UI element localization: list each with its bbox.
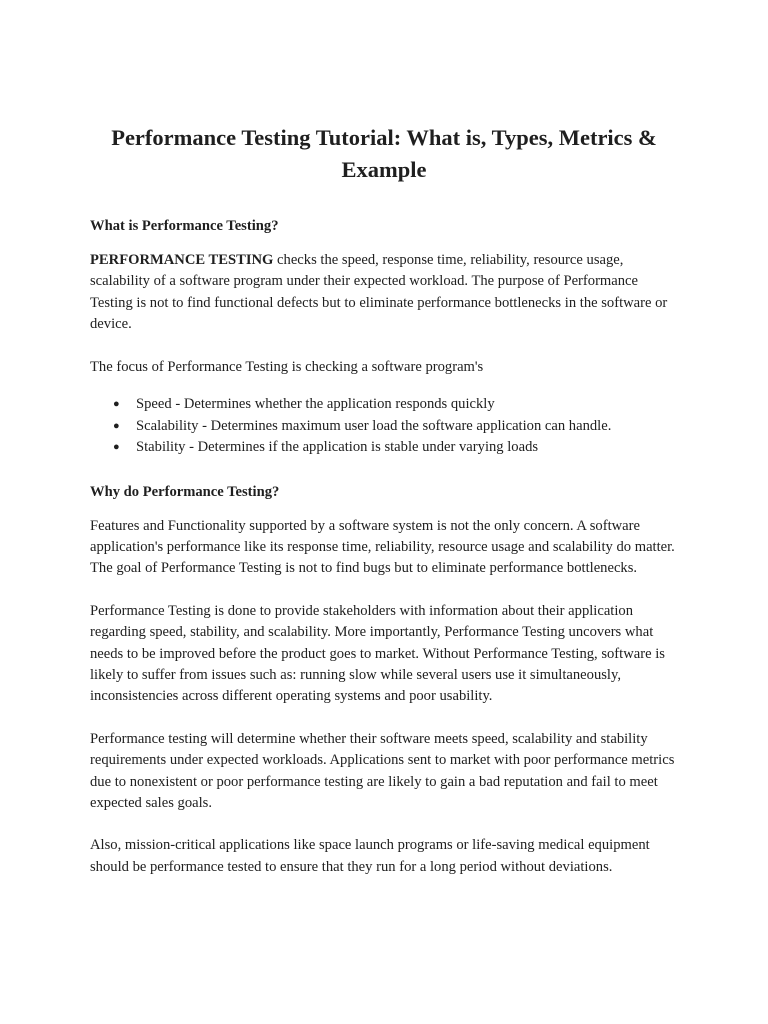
list-item	[90, 394, 678, 416]
list-item-text: Speed - Determines whether the application responds quickly	[136, 396, 495, 413]
focus-bullet-list	[90, 394, 678, 459]
why-paragraph: Performance Testing is done to provide stakeholders with information about their application regarding speed, stability, and scalability. More importantly, Performance Testing uncovers what needs to be improved before the product goes to market. Without Performance Testing, software is likely to suffer from issues such as: running slow while several users use it simultaneously, inconsistencies across different operating systems and poor usability.	[90, 602, 665, 705]
list-item	[90, 437, 678, 459]
bullet-icon: ●	[113, 441, 120, 454]
why-paragraph: Also, mission-critical applications like space launch programs or life-saving medical equipment should be performance tested to ensure that they run for a long period without deviations.	[90, 837, 650, 875]
list-item-text: Stability - Determines if the application is stable under varying loads	[136, 439, 539, 456]
bullet-icon: ●	[113, 419, 120, 432]
title-line-1: Performance Testing Tutorial: What is, Types, Metrics &	[111, 125, 657, 150]
list-item-text: Scalability - Determines maximum user load the software application can handle.	[136, 417, 612, 434]
document-title	[90, 122, 678, 186]
intro-lead-term: PERFORMANCE TESTING	[90, 252, 274, 268]
section-heading-what: What is Performance Testing?	[90, 218, 279, 234]
why-paragraph: Performance testing will determine whether their software meets speed, scalability and stability requirements under expected workloads. Applications sent to market with poor performance metrics due to nonexistent or poor performance testing are likely to gain a bad reputation and fail to meet expected sales goals.	[90, 730, 675, 811]
title-line-2: Example	[341, 157, 427, 182]
intro-paragraph	[90, 250, 678, 336]
list-item	[90, 416, 678, 438]
focus-paragraph: The focus of Performance Testing is checking a software program's	[90, 358, 484, 375]
intro-text: checks the speed, response time, reliability, resource usage, scalability of a software program under their expected workload. The purpose of Performance Testing is not to find functional defects but to eliminate performance bottlenecks in the software or device.	[90, 252, 668, 333]
bullet-icon: ●	[113, 398, 120, 411]
why-paragraph: Features and Functionality supported by a software system is not the only concern. A software application's performance like its response time, reliability, resource usage and scalability do matter. The goal of Performance Testing is not to find bugs but to eliminate performance bottlenecks.	[90, 517, 675, 577]
section-heading-why: Why do Performance Testing?	[90, 483, 280, 500]
